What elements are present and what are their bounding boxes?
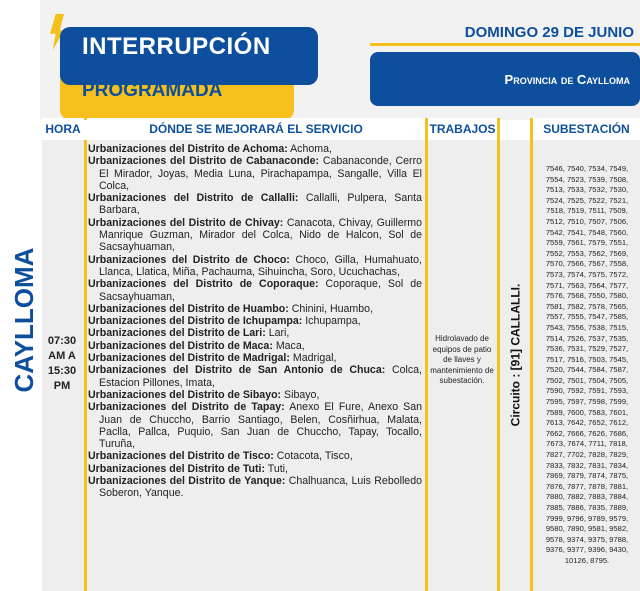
district-places: Callalli, Pulpera, Santa Barbara, — [99, 192, 422, 217]
column-header-trabajos: TRABAJOS — [428, 118, 497, 140]
district-places: Cabanaconde, Cerro El Mirador, Joyas, Media Luna, Pirachapampa, Sangalle, Villa El Colca, — [99, 155, 422, 192]
service-item — [88, 340, 422, 352]
service-item — [88, 389, 422, 401]
service-item — [88, 217, 422, 254]
province-banner: Provincia de Caylloma — [370, 52, 640, 106]
circuit-label-wrap — [500, 283, 530, 427]
column-header-donde: DÓNDE SE MEJORARÁ EL SERVICIO — [87, 118, 425, 140]
district-places: Cotacota, Tisco, — [276, 450, 353, 463]
service-item — [88, 401, 422, 450]
service-item — [88, 450, 422, 462]
service-item — [88, 192, 422, 217]
district-label: Urbanizaciones del Distrito de Chivay: — [88, 216, 284, 229]
province-vertical-label: CAYLLOMA — [8, 247, 39, 393]
district-label: Urbanizaciones del Distrito de Lari: — [88, 327, 266, 340]
district-label: Urbanizaciones del Distrito de Coporaque: — [88, 278, 319, 291]
time-range: 07:30 AM A 15:30 PM — [47, 335, 77, 392]
district-label: Urbanizaciones del Distrito de Yanque: — [88, 475, 286, 488]
district-places: Anexo El Fure, Anexo San Juan de Chuccho, Barrio Santiago, Belen, Cosñirhua, Malata, Paclla, Pallca, Puquio, San Juan de Chuccho, Tapay, Tocallo, Turuña, — [99, 401, 423, 451]
work-description: Hidrolavado de equipos de patio de llaves y mantenimiento de subestación. — [430, 334, 494, 385]
service-item — [88, 463, 422, 475]
district-label: Urbanizaciones del Distrito de Tisco: — [88, 450, 274, 463]
divider — [370, 43, 640, 46]
service-item — [88, 303, 422, 315]
district-label: Urbanizaciones del Distrito de Maca: — [88, 339, 273, 352]
district-label: Urbanizaciones del Distrito de Ichupampa: — [88, 315, 303, 328]
district-places: Lari, — [268, 327, 290, 340]
service-item — [88, 278, 422, 303]
substation-list: 7546, 7540, 7534, 7549, 7554, 7523, 7539, 7508, 7513, 7533, 7532, 7530, 7524, 7525, 7522, 7521, 7518, 7519, 7511, 7509, 7512, 7510, 7507, 7506, 7542, 7541, 7548, 7560, 7559, 7561, 7579, 7551, 7552, 7553, 7562, 7569, 7570, 7566, 7567, 7558, 7573, 7574, 7575, 7572, 7571, 7563, 7564, 7577, 7576, 7568, 7550, 7580, 7581, 7582, 7578, 7565, 7557, 7555, 7547, 7585, 7543, 7556, 7538, 7515, 7514, 7526, 7537, 7535, 7536, 7531, 7529, 7527, 7517, 7516, 7503, 7545, 7520, 7544, 7584, 7587, 7502, 7501, 7504, 7505, 7590, 7592, 7591, 7593, 7595, 7597, 7598, 7599, 7589, 7600, 7583, 7601, 7613, 7642, 7652, 7612, 7662, 7666, 7626, 7686, 7673, 7674, 7711, 7818, 7827, 7702, 7828, 7829, 7833, 7832, 7831, 7834, 7869, 7879, 7874, 7875, 7876, 7877, 7878, 7881, 7880, 7882, 7883, 7884, 7885, 7886, 7835, 7889, 7999, 9796, 9789, 9579, 9580, 7890, 9581, 9582, 9578, 9374, 9375, 9788, 9376, 9377, 9396, 9430, 10126, 8795. — [545, 164, 629, 565]
services-list — [88, 143, 422, 500]
district-label: Urbanizaciones del Distrito de Achoma: — [88, 143, 288, 155]
district-places: Coporaque, Sol de Sacsayhuaman, — [99, 278, 422, 303]
service-item — [88, 327, 422, 339]
district-places: Colca, Estacion Pillones, Imata, — [99, 364, 422, 389]
district-label: Urbanizaciones del Distrito de Choco: — [88, 253, 290, 266]
district-places: Achoma, — [290, 143, 332, 155]
district-places: Chinini, Huambo, — [291, 302, 373, 315]
service-item — [88, 254, 422, 279]
district-label: Urbanizaciones del Distrito de Huambo: — [88, 302, 289, 315]
district-label: Urbanizaciones del Distrito de Madrigal: — [88, 352, 290, 365]
district-label: Urbanizaciones del Distrito de Tapay: — [88, 401, 285, 414]
column-divider — [84, 140, 87, 591]
column-divider — [530, 118, 533, 591]
district-label: Urbanizaciones del Distrito de Callalli: — [88, 192, 299, 205]
service-item — [88, 475, 422, 500]
service-item — [88, 143, 422, 155]
service-item — [88, 315, 422, 327]
district-label: Urbanizaciones del Distrito de Tuti: — [88, 462, 265, 475]
district-places: Madrigal, — [292, 352, 337, 365]
service-item — [88, 352, 422, 364]
service-item — [88, 155, 422, 192]
district-label: Urbanizaciones del Distrito de Cabanaconde: — [88, 155, 320, 168]
district-places: Ichupampa, — [305, 315, 361, 328]
column-header-hora: HORA — [42, 118, 84, 140]
district-places: Maca, — [275, 339, 305, 352]
date-label: DOMINGO 29 DE JUNIO — [464, 24, 634, 41]
district-places: Tuti, — [267, 462, 288, 475]
district-places: Sibayo, — [284, 388, 320, 401]
district-places: Chalhuanca, Luis Rebolledo Soberon, Yanque. — [99, 475, 422, 500]
district-places: Canacota, Chivay, Guillermo Manrique Guzman, Mirador del Colca, Nido de Halcon, Sol de Sacsayhuaman, — [99, 216, 423, 254]
title-line2: PROGRAMADA — [82, 80, 223, 101]
title-line1: INTERRUPCIÓN — [82, 33, 271, 60]
district-places: Choco, Gilla, Humahuato, Llanca, Llatica, Miña, Pachauma, Sihuincha, Soro, Ucuchachas, — [99, 253, 422, 278]
district-label: Urbanizaciones del Distrito de San Antonio de Chuca: — [88, 364, 386, 377]
service-item — [88, 364, 422, 389]
district-label: Urbanizaciones del Distrito de Sibayo: — [88, 388, 282, 401]
column-header-subestacion: SUBESTACIÓN — [533, 118, 640, 140]
circuit-label: Circuito : [91] CALLALLI. — [508, 283, 523, 427]
